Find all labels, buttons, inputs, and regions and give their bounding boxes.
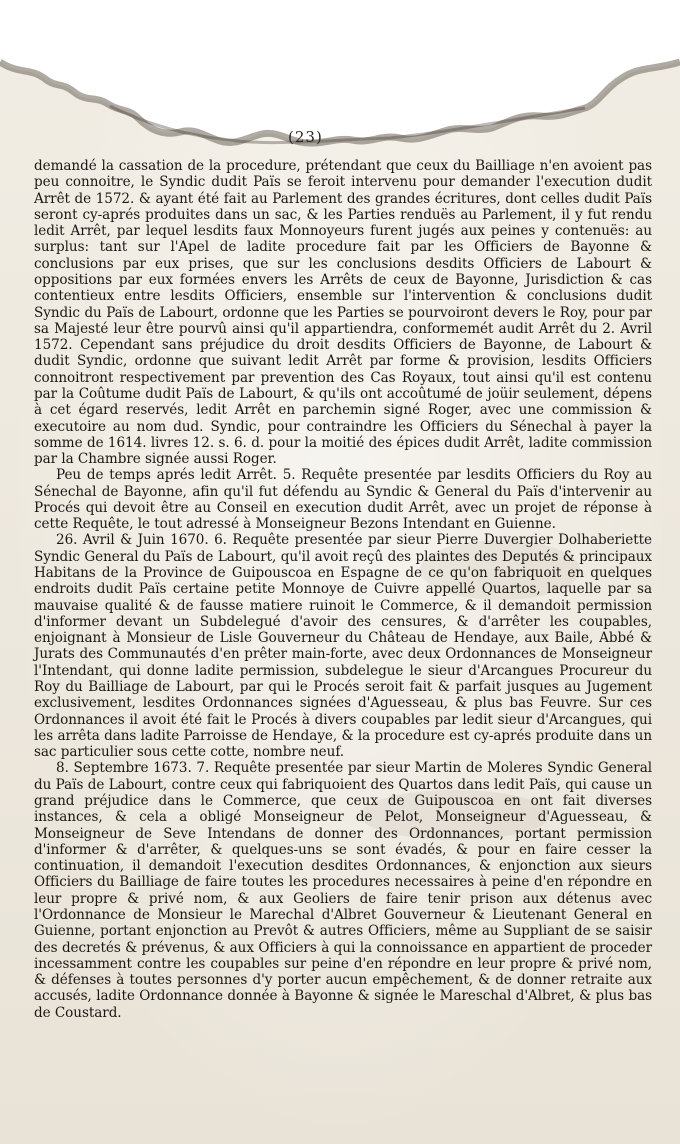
page-number: (23) [288,128,323,146]
torn-top-edge [0,0,680,150]
paragraph-item-6: 26. Avril & Juin 1670. 6. Requête presentée par sieur Pierre Duvergier Dolhaberiette Syndic General du Païs de Labourt, qu'il avoit reçû des plaintes des Deputés & principaux Habitans de la Province de Guipouscoa en Espagne de ce qu'on fabriquoit en quelques endroits dudit Païs certaine petite Monnoye de Cuivre appellé Quartos, laquelle par sa mauvaise qualité & de fausse matiere ruinoit le Commerce, & il demandoit permission d'informer devant un Subdelegué d'avoir des censures, & d'arrêter les coupables, enjoignant à Monsieur de Lisle Gouverneur du Château de Hendaye, aux Baile, Abbé & Jurats des Communautés d'en prêter main-forte, avec deux Ordonnances de Monseigneur l'Intendant, qui donne ladite permission, subdelegue le sieur d'Arcangues Procureur du Roy du Bailliage de Labourt, par qui le Procés seroit fait & parfait jusques au Jugement exclusivement, lesdites Ordonnances signées d'Aguesseau, & plus bas Feuvre. Sur ces Ordonnances il avoit été fait le Procés à divers coupables par ledit sieur d'Arcangues, qui les arrêta dans ladite Parroisse de Hendaye, & la procedure est cy-aprés produite dans un sac particulier sous cette cotte, nombre neuf. [34,532,652,761]
document-body [34,158,652,1021]
paragraph-item-5: Peu de temps aprés ledit Arrêt. 5. Requête presentée par lesdits Officiers du Roy au Sénechal de Bayonne, afin qu'il fut défendu au Syndic & General du Païs d'intervenir au Procés qui devoit être au Conseil en execution dudit Arrêt, avec un projet de réponse à cette Requête, le tout adressé à Monseigneur Bezons Intendant en Guienne. [34,467,652,533]
paragraph-continuation: demandé la cassation de la procedure, prétendant que ceux du Bailliage n'en avoient pas peu connoitre, le Syndic dudit Païs se feroit intervenu pour demander l'execution dudit Arrêt de 1572. & ayant été fait au Parlement des grandes écritures, dont celles dudit Païs seront cy-aprés produites dans un sac, & les Parties renduës au Parlement, il y fut rendu ledit Arrêt, par lequel lesdits faux Monnoyeurs furent jugés aux peines y contenuës: au surplus: tant sur l'Apel de ladite procedure fait par les Officiers de Bayonne & conclusions par eux prises, que sur les conclusions desdits Officiers de Labourt & oppositions par eux formées envers les Arrêts de ceux de Bayonne, Jurisdiction & cas contentieux entre lesdits Officiers, ensemble sur l'intervention & conclusions dudit Syndic du Païs de Labourt, ordonne que les Parties se pourvoiront devers le Roy, pour par sa Majesté leur être pourvû ainsi qu'il appartiendra, conformemét audit Arrêt du 2. Avril 1572. Cependant sans préjudice du droit desdits Officiers de Bayonne, de Labourt & dudit Syndic, ordonne que suivant ledit Arrêt par forme & provision, lesdits Officiers connoitront respectivement par prevention des Cas Royaux, tout ainsi qu'il est contenu par la Coûtume dudit Païs de Labourt, & qu'ils ont accoûtumé de joüir seulement, dépens à cet égard reservés, ledit Arrêt en parchemin signé Roger, avec une commission & executoire au nom dud. Syndic, pour contraindre les Officiers du Sénechal à payer la somme de 1614. livres 12. s. 6. d. pour la moitié des épices dudit Arrêt, ladite commission par la Chambre signée aussi Roger. [34,158,652,468]
paragraph-item-7: 8. Septembre 1673. 7. Requête presentée par sieur Martin de Moleres Syndic General du Païs de Labourt, contre ceux qui fabriquoient des Quartos dans ledit Païs, qui cause un grand préjudice dans le Commerce, que ceux de Guipouscoa en ont fait diverses instances, & cela a obligé Monseigneur de Pelot, Monseigneur d'Aguesseau, & Monseigneur de Seve Intendans de donner des Ordonnances, portant permission d'informer & d'arrêter, & quelques-uns se sont évadés, & pour en faire cesser la continuation, il demandoit l'execution desdites Ordonnances, & enjonction aux sieurs Officiers du Bailliage de faire toutes les procedures necessaires à peine d'en répondre en leur propre & privé nom, & aux Geoliers de faire tenir prison aux détenus avec l'Ordonnance de Monsieur le Marechal d'Albret Gouverneur & Lieutenant General en Guienne, portant enjonction au Prevôt & autres Officiers, même au Suppliant de se saisir des decretés & prévenus, & aux Officiers à qui la connoissance en appartient de proceder incessamment contre les coupables sur peine d'en répondre en leur propre & privé nom, & défenses à toutes personnes d'y porter aucun empêchement, & de donner retraite aux accusés, ladite Ordonnance donnée à Bayonne & signée le Mareschal d'Albret, & plus bas de Coustard. [34,760,652,1021]
